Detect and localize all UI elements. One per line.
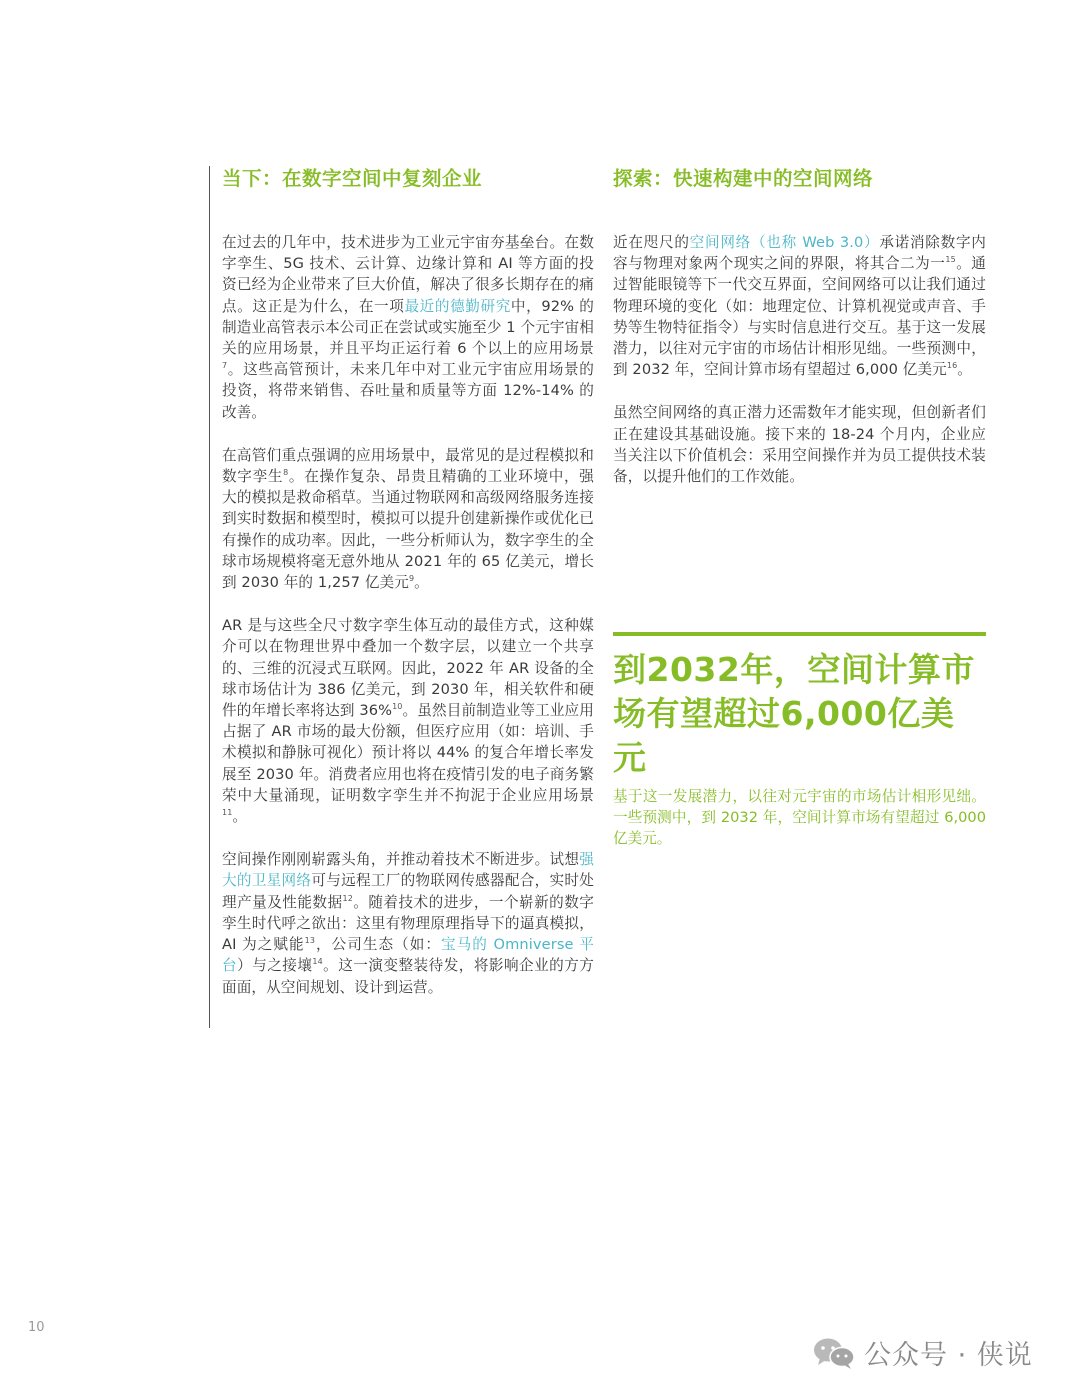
deloitte-research-link[interactable]: 最近的德勤研究 [404, 297, 511, 315]
pull-quote [613, 632, 986, 850]
page-number: 10 [28, 1320, 45, 1335]
wechat-icon [812, 1336, 856, 1370]
footnote-ref: 11 [222, 808, 233, 818]
right-section-heading: 探索：快速构建中的空间网络 [613, 167, 874, 190]
right-paragraph-1: 近在咫尺的空间网络（也称 Web 3.0）承诺消除数字内容与物理对象两个现实之间的界限，将其合二为一$^{15}$。通过智能眼镜等下一代交互界面，空间网络可以让我们通过物理环境的变化（如：地理定位、计算机视觉或声音、手势等生物特征指令）与实时信息进行交互。基于这一发展潜力，以往对元宇宙的市场估计相形见绌。一些预测中，到 2032 年，空间计算市场有望超过 6,000 亿美元$^{16}$。 [613, 234, 986, 379]
pull-quote-subtext: 基于这一发展潜力，以往对元宇宙的市场估计相形见绌。一些预测中，到 2032 年，空间计算市场有望超过 6,000 亿美元。 [613, 788, 986, 848]
right-column [613, 166, 986, 509]
footnote-ref: 9 [408, 574, 415, 584]
footnote-ref: 8 [283, 468, 289, 478]
left-column [209, 166, 594, 1028]
footnote-ref: 12 [342, 893, 353, 903]
footnote-ref: 7 [222, 361, 228, 371]
footnote-ref: 13 [304, 936, 316, 946]
spatial-web-link[interactable]: 空间网络（也称 Web 3.0） [689, 234, 880, 251]
footnote-ref: 16 [946, 361, 958, 371]
left-paragraph-3: AR 是与这些全尺寸数字孪生体互动的最佳方式，这种媒介可以在物理世界中叠加一个数字层，以建立一个共享的、三维的沉浸式互联网。因此，2022 年 AR 设备的全球市场估计为 386 亿美元，到 2030 年，相关软件和硬件的年增长率将达到 36%$^{10}$。虽然目前制造业等工业应用占据了 AR 市场的最大份额，但医疗应用（如：培训、手术模拟和静脉可视化）预计将以 44% 的复合年增长率发展至 2030 年。消费者应用也将在疫情引发的电子商务繁荣中大量涌现，证明数字孪生并不拘泥于企业应用场景$^{11}$。 [222, 617, 594, 826]
watermark [812, 1333, 1033, 1372]
watermark-text: 公众号 · 侠说 [864, 1340, 1033, 1371]
footnote-ref: 10 [392, 702, 403, 712]
right-paragraph-2: 虽然空间网络的真正潜力还需数年才能实现，但创新者们正在建设其基础设施。接下来的 18-24 个月内，企业应当关注以下价值机会：采用空间操作并为员工提供技术装备，以提升他们的工作效能。 [613, 404, 986, 486]
footnote-ref: 15 [945, 255, 956, 265]
left-section-heading: 当下：在数字空间中复刻企业 [222, 167, 483, 190]
left-paragraph-1: 在过去的几年中，技术进步为工业元宇宙夯基垒台。在数字孪生、5G 技术、云计算、边缘计算和 AI 等方面的投资已经为企业带来了巨大价值，解决了很多长期存在的痛点。这正是为什么，在一项最近的德勤研究中，92% 的制造业高管表示本公司正在尝试或实施至少 1 个元宇宙相关的应用场景，并且平均正运行着 6 个以上的应用场景$^7$。这些高管预计，未来几年中对工业元宇宙应用场景的投资，将带来销售、吞吐量和质量等方面 12%-14% 的改善。 [222, 234, 594, 421]
bmw-omniverse-link[interactable]: 宝马的 Omniverse 平台 [222, 936, 594, 975]
footnote-ref: 14 [312, 957, 323, 967]
left-paragraph-4: 空间操作刚刚崭露头角，并推动着技术不断进步。试想强大的卫星网络可与远程工厂的物联网传感器配合，实时处理产量及性能数据$^{12}$。随着技术的进步，一个崭新的数字孪生时代呼之欲出：这里有物理原理指导下的逼真模拟，AI 为之赋能$^{13}$，公司生态（如：宝马的 Omniverse 平台）与之接壤$^{14}$。这一演变整装待发，将影响企业的方方面面，从空间规划、设计到运营。 [222, 851, 594, 996]
left-paragraph-2: 在高管们重点强调的应用场景中，最常见的是过程模拟和数字孪生$^8$。在操作复杂、昂贵且精确的工业环境中，强大的模拟是救命稻草。当通过物联网和高级网络服务连接到实时数据和模型时，模拟可以提升创建新操作或优化已有操作的成功率。因此，一些分析师认为，数字孪生的全球市场规模将毫无意外地从 2021 年的 65 亿美元，增长到 2030 年的 1,257 亿美元$^9$。 [222, 446, 594, 592]
satellite-network-link[interactable]: 强大的卫星网络 [222, 851, 594, 890]
pull-quote-headline: 到2032年，空间计算市场有望超过6,000亿美元 [613, 650, 975, 777]
